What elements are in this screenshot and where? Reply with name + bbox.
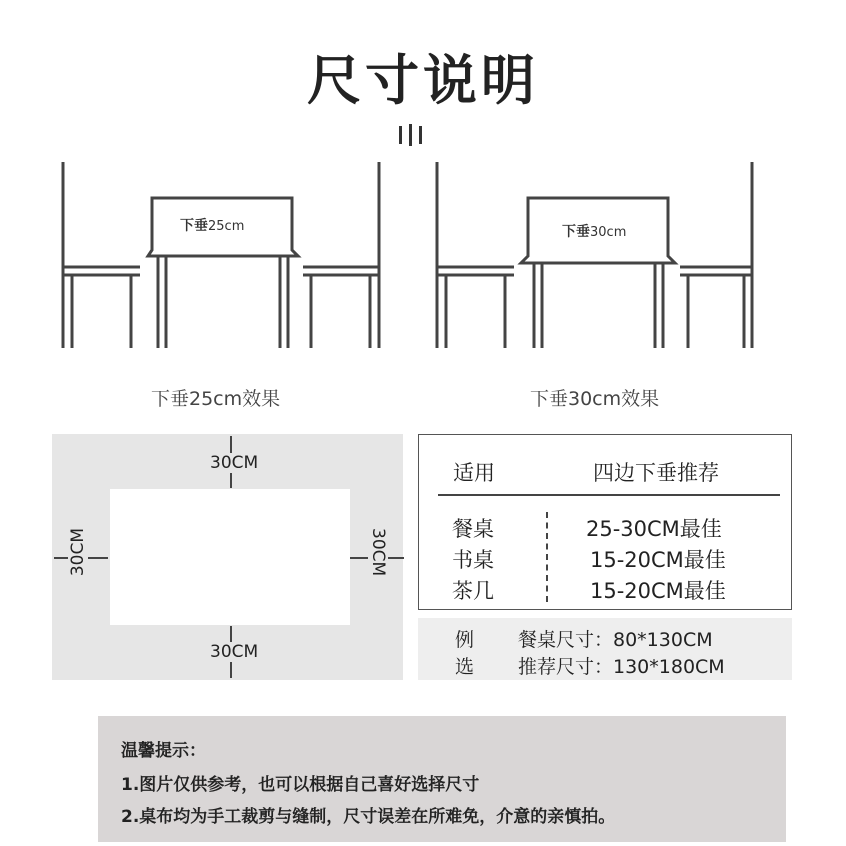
dimension-top: 30CM [210, 453, 259, 473]
table-illustration [0, 150, 846, 360]
page-title: 尺寸说明 [307, 48, 539, 112]
example-label-1: 例 [455, 629, 475, 651]
tips-heading: 温馨提示： [121, 741, 206, 761]
tabletop-area [110, 489, 350, 625]
tip-item: 2.桌布均为手工裁剪与缝制，尺寸误差在所难免，介意的亲慎拍。 [121, 807, 616, 827]
dimension-right: 30CM [368, 528, 388, 577]
divider-mark-icon [398, 124, 424, 146]
dimension-left: 30CM [68, 528, 88, 577]
row-value: 15-20CM最佳 [590, 548, 726, 572]
drop-label-2: 下垂30cm [562, 224, 627, 240]
row-value: 15-20CM最佳 [590, 579, 726, 603]
row-use: 书桌 [452, 548, 494, 572]
header-use: 适用 [453, 461, 495, 485]
right-chair-2 [680, 162, 752, 348]
row-use: 茶几 [452, 579, 494, 603]
row-value: 25-30CM最佳 [586, 517, 722, 541]
example-table-size: 餐桌尺寸：80*130CM [518, 629, 713, 651]
dimension-bottom: 30CM [210, 642, 259, 662]
header-drop: 四边下垂推荐 [593, 461, 719, 485]
example-recommended-size: 推荐尺寸：130*180CM [518, 656, 725, 678]
caption-25cm: 下垂25cm效果 [151, 388, 281, 410]
table-divider [438, 494, 780, 496]
drop-label-1: 下垂25cm [180, 218, 245, 234]
left-chair-1 [63, 162, 140, 348]
left-chair-2 [437, 162, 514, 348]
column-divider [546, 512, 548, 602]
right-chair-1 [303, 162, 379, 348]
example-label-2: 选 [455, 656, 475, 678]
caption-30cm: 下垂30cm效果 [530, 388, 660, 410]
tip-item: 1.图片仅供参考，也可以根据自己喜好选择尺寸 [121, 775, 480, 795]
row-use: 餐桌 [452, 517, 494, 541]
